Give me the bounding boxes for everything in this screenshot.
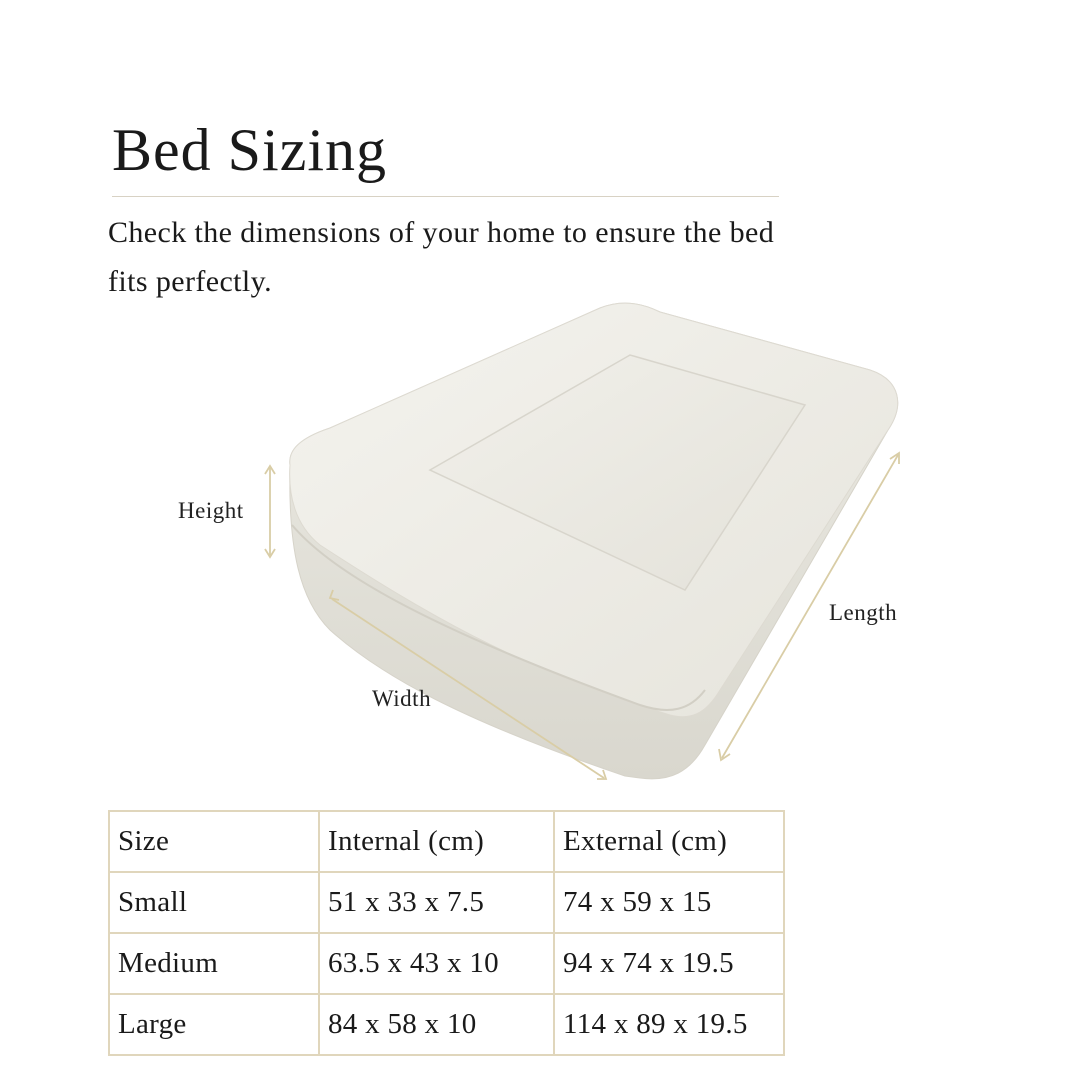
table-row — [109, 872, 784, 933]
header-internal: Internal (cm) — [319, 811, 554, 872]
intro-text: Check the dimensions of your home to ensure the bed fits perfectly. — [108, 216, 775, 298]
size-cell: Medium — [109, 933, 319, 994]
length-label: Length — [829, 600, 898, 625]
internal-cell: 63.5 x 43 x 10 — [319, 933, 554, 994]
bed-dimension-diagram — [0, 290, 1080, 800]
external-cell: 114 x 89 x 19.5 — [554, 994, 784, 1055]
table-row — [109, 994, 784, 1055]
size-cell: Large — [109, 994, 319, 1055]
page-title: Bed Sizing — [112, 117, 387, 183]
external-cell: 74 x 59 x 15 — [554, 872, 784, 933]
external-cell: 94 x 74 x 19.5 — [554, 933, 784, 994]
bed-illustration — [0, 290, 1080, 800]
size-cell: Small — [109, 872, 319, 933]
header-size: Size — [109, 811, 319, 872]
internal-cell: 51 x 33 x 7.5 — [319, 872, 554, 933]
size-table — [108, 810, 785, 1056]
width-label: Width — [372, 686, 432, 711]
height-label: Height — [178, 498, 244, 523]
height-arrow — [265, 466, 275, 557]
header-external: External (cm) — [554, 811, 784, 872]
title-divider — [112, 196, 779, 197]
table-row — [109, 933, 784, 994]
internal-cell: 84 x 58 x 10 — [319, 994, 554, 1055]
table-header-row — [109, 811, 784, 872]
